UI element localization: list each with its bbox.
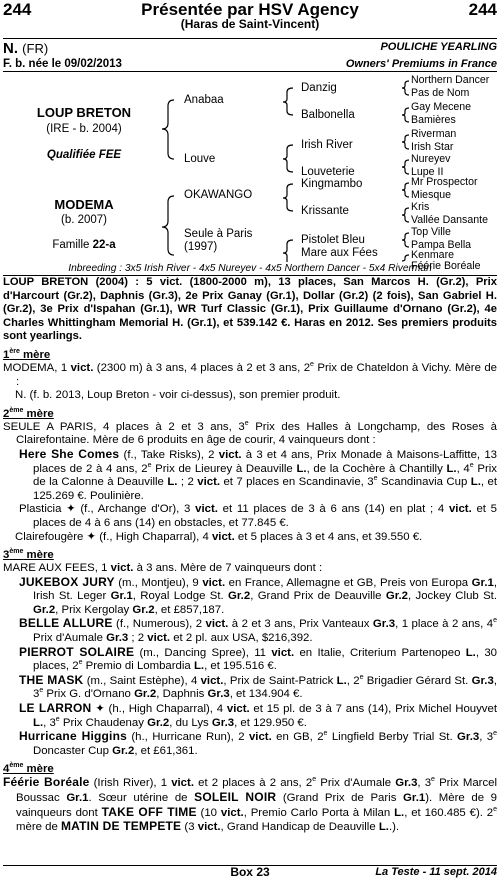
gen4-7: Nureyev: [411, 153, 451, 165]
horse-birth: F. b. née le 09/02/2013: [3, 58, 122, 70]
catalogue-body: [3, 276, 497, 835]
dam-family: Famille 22-a: [52, 239, 116, 251]
section-fourth-dam: 4ème mère: [3, 762, 54, 776]
dam-name: MODEMA: [54, 197, 114, 212]
fourth-dam-paragraph: Féérie Boréale (Irish River), 1 vict. et 2 places à 2 ans, 2e Prix d'Aumale Gr.3, 3e Prix Marcel Boussac Gr.1. Sœur utérine de SOLEIL NOIR (Grand Prix de Paris Gr.1). Mère de 9 vainqueurs dont TAKE OFF TIME (10 vict., Premio Carlo Porta à Milan L., et 160.485 €). 2e mère de MATIN DE TEMPETE (3 vict., Grand Handicap de Deauville L..).: [3, 775, 498, 834]
gen4-15: Kenmare: [411, 249, 454, 261]
gen2-sire-dam: Louve: [184, 153, 216, 165]
gen4-16: Féérie Boréale: [411, 260, 481, 272]
gen4-3: Gay Mecene: [411, 101, 472, 113]
gen2-dam-dam: Seule à Paris: [184, 228, 253, 240]
produce-here-she-comes: Here She Comes (f., Take Risks), 2 vict. à 3 et 4 ans, Prix Monade à Maisons-Laffitte, 13 places de 2 à 4 ans, 2e Prix de Lieurey à Deauville L., de la Cochère à Chantilly L., 4e Prix de la Calonne à Deauville L. ; 2 vict. et 7 places en Scandinavie, 3e Scandinavia Cup L., et 125.269 €. Poulinière.: [19, 446, 497, 502]
horse-name: N. (FR): [3, 40, 49, 57]
gen4-5: Riverman: [411, 128, 457, 140]
gen2-dam-sire: OKAWANGO: [184, 189, 253, 201]
second-dam-paragraph: SEULE A PARIS, 4 places à 2 et 3 ans, 3e Prix des Halles à Longchamp, des Roses à Clairefontaine. Mère de 6 produits en âge de courir, 4 vainqueurs dont :: [3, 419, 497, 447]
section-first-dam: 1ère mère: [3, 348, 51, 361]
produce-hurricane-higgins: Hurricane Higgins (h., Hurricane Run), 2 vict. en GB, 2e Lingfield Berby Trial St. Gr.3, 3e Doncaster Cup Gr.2, et £61,361.: [19, 729, 497, 757]
gen3-5: Kingmambo: [301, 178, 363, 190]
lot-number-left: 244: [3, 0, 32, 19]
gen3-8: Mare aux Fées: [301, 247, 378, 259]
footer: [3, 866, 497, 881]
gen2-sire-sire: Anabaa: [184, 94, 224, 106]
section-third-dam: 3ème mère: [3, 548, 54, 562]
lot-number-right: 244: [468, 0, 497, 19]
section-second-dam: 2ème mère: [3, 406, 54, 420]
page-title: Présentée par HSV Agency: [141, 0, 359, 19]
owners-premiums: Owners' Premiums in France: [345, 58, 497, 70]
produce-clairefougere: Clairefougère ✦ (f., High Chaparral), 4 vict. et 5 places à 3 et 4 ans, et 39.550 €.: [15, 530, 423, 543]
gen4-4: Bamières: [411, 114, 456, 126]
gen3-1: Danzig: [301, 82, 337, 94]
gen3-7: Pistolet Bleu: [301, 234, 365, 246]
gen4-13: Top Ville: [411, 226, 451, 238]
sire-record: LOUP BRETON (2004) : 5 vict. (1800-2000 m), 13 places, San Marcos H. (Gr.2), Prix d'Harcourt (Gr.2), Daphnis (Gr.3), 2e Prix Ganay (Gr.1), Dollar (Gr.2) (2 fois), San Gabriel H. (Gr.2), 3e Prix d'Ispahan (Gr.1), WR Turf Classic (Gr.1), Prix Guillaume d'Ornano (Gr.2), 4e Charles Whittingham Memorial H. (Gr.1), et 539.142 €. Haras en 2012. Ses premiers produits sont yearlings.: [3, 276, 497, 343]
first-dam-produce: N. (f. b. 2013, Loup Breton - voir ci-dessus), son premier produit.: [15, 389, 341, 402]
dam-detail: (b. 2007): [60, 214, 108, 226]
produce-pierrot-solaire: PIERROT SOLAIRE (m., Dancing Spree), 11 vict. en Italie, Criterium Partenopeo L., 30 places, 2e Premio di Lombardia L., et 195.516 €.: [19, 644, 497, 673]
gen4-8: Lupe II: [411, 166, 444, 178]
produce-belle-allure: BELLE ALLURE (f., Numerous), 2 vict. à 2 et 3 ans, Prix Vanteaux Gr.3, 1 place à 2 ans, 4e Prix d'Aumale Gr.3 ; 2 vict. et 2 pl. aux USA, $216,392.: [19, 616, 497, 645]
page-subtitle: (Haras de Saint-Vincent): [180, 17, 320, 31]
gen3-2: Balbonella: [301, 109, 355, 121]
gen3-4: Louveterie: [301, 166, 355, 178]
produce-plasticia: Plasticia ✦ (f., Archange d'Or), 3 vict. et 11 places de 3 à 6 ans (14) en plat ; 4 vict. et 5 places de 4 à 6 ans (14) en obstacles, et 77.845 €.: [19, 503, 498, 529]
gen4-9: Mr Prospector: [411, 176, 478, 188]
gen4-6: Irish Star: [411, 141, 454, 153]
sale-place-date: La Teste - 11 sept. 2014: [375, 866, 497, 878]
produce-le-larron: LE LARRON ✦ (h., High Chaparral), 4 vict. et 15 pl. de 3 à 7 ans (14), Prix Michel Houyvet L., 3e Prix Chaudenay Gr.2, du Lys Gr.3, et 129.950 €.: [19, 701, 498, 729]
first-dam-paragraph: MODEMA, 1 vict. (2300 m) à 3 ans, 4 places à 2 et 3 ans, 2e Prix de Chateldon à Vichy. Mère de :: [3, 361, 498, 388]
gen4-12: Vallée Dansante: [411, 214, 488, 226]
gen3-6: Krissante: [301, 205, 349, 217]
produce-jukebox-jury: JUKEBOX JURY (m., Montjeu), 9 vict. en France, Allemagne et GB, Preis von Europa Gr.1, Irish St. Leger Gr.1, Royal Lodge St. Gr.2, Grand Prix de Deauville Gr.2, Jockey Club St. Gr.2, Prix Kergolay Gr.2, et £857,187.: [19, 574, 497, 616]
box-number: Box 23: [230, 865, 270, 879]
horse-info-box: [3, 38, 497, 72]
gen4-10: Miesque: [411, 189, 452, 201]
produce-the-mask: THE MASK (m., Saint Estèphe), 4 vict., Prix de Saint-Patrick L., 2e Brigadier Gérard St. Gr.3, 3e Prix G. d'Ornano Gr.2, Daphnis Gr.3, et 134.904 €.: [19, 672, 497, 701]
sire-name: LOUP BRETON: [36, 105, 132, 120]
gen4-1: Northern Dancer: [411, 74, 490, 86]
gen4-2: Pas de Nom: [411, 87, 470, 99]
sire-detail: (IRE - b. 2004): [46, 123, 122, 135]
gen4-11: Kris: [411, 201, 430, 213]
inbreeding-line: Inbreeding : 3x5 Irish River - 4x5 Nureyev - 4x5 Northern Dancer - 5x4 Riverman: [68, 263, 432, 274]
gen2-dam-dam-year: (1997): [184, 241, 218, 253]
gen4-14: Pampa Bella: [411, 239, 472, 251]
sire-note: Qualifiée FEE: [46, 149, 122, 161]
gen3-3: Irish River: [301, 139, 353, 151]
third-dam-paragraph: MARE AUX FEES, 1 vict. à 3 ans. Mère de 7 vainqueurs dont :: [3, 562, 323, 575]
horse-category: POULICHE YEARLING: [380, 41, 497, 53]
